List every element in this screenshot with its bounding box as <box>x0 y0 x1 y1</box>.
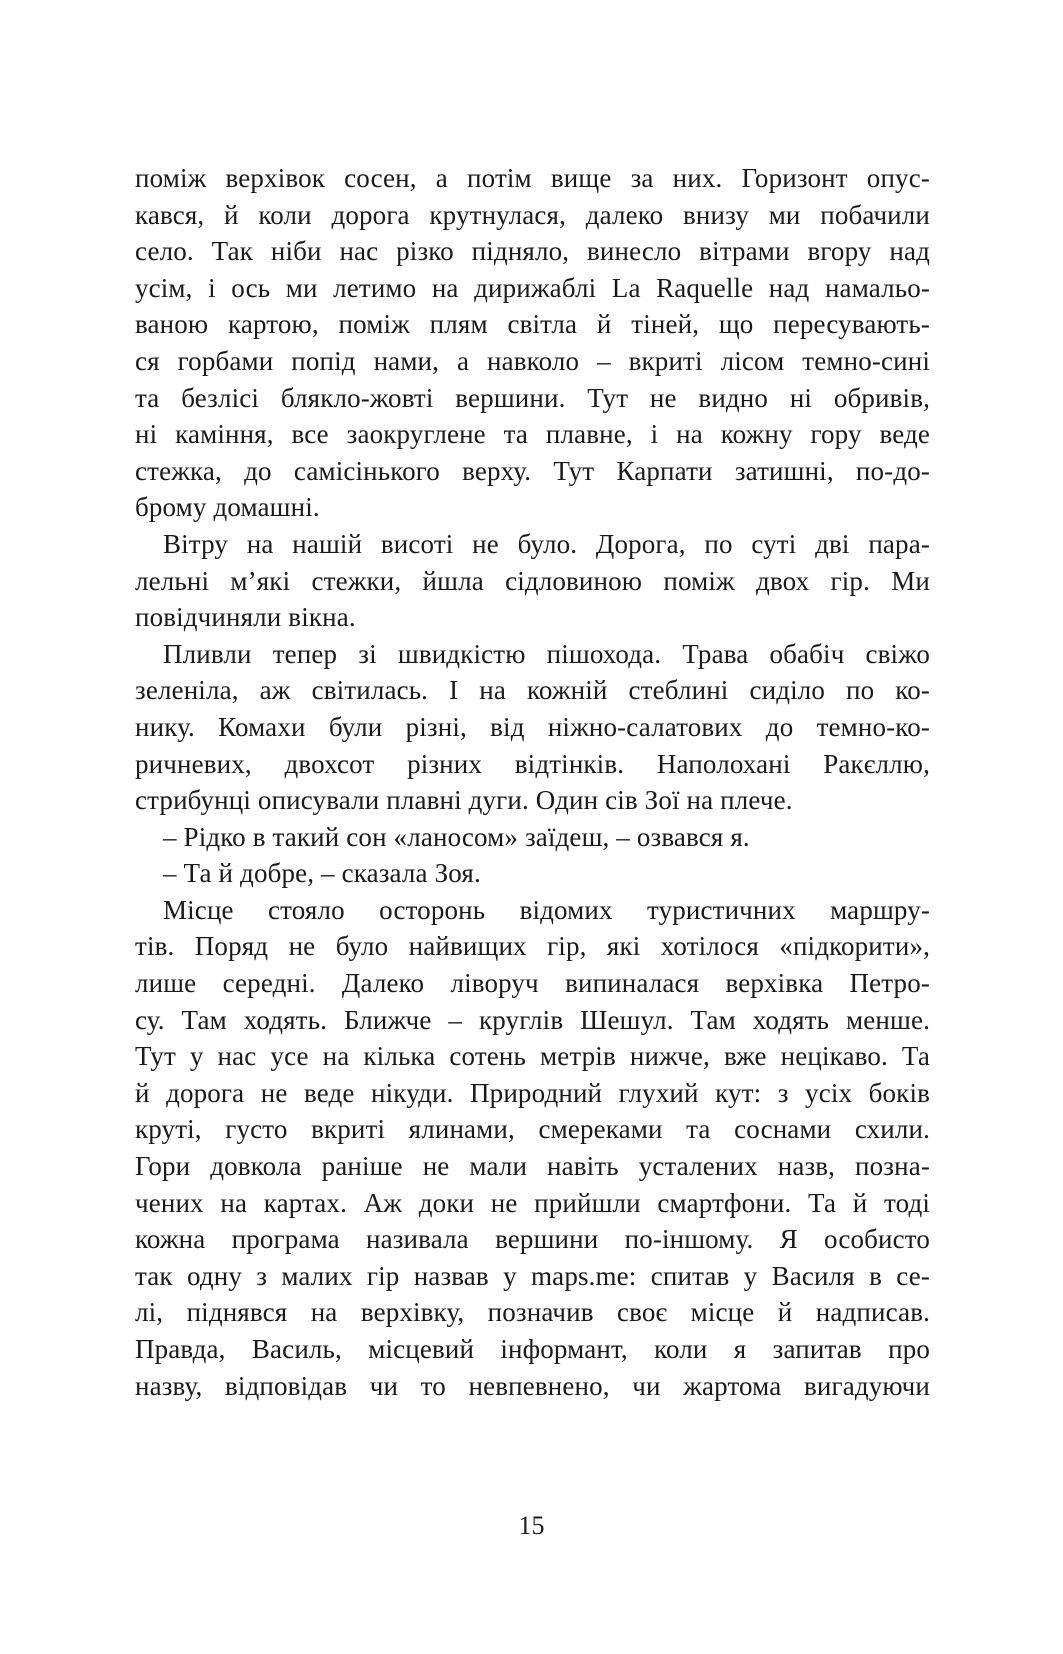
text-line: Гори довкола раніше не мали навіть усталених назв, позна- <box>135 1151 930 1182</box>
text-line: стежка, до самісінького верху. Тут Карпати затишні, по-до- <box>135 455 930 486</box>
text-line: тів. Поряд не було найвищих гір, які хотілося «підкорити», <box>135 931 930 962</box>
text-line: Вітру на нашій висоті не було. Дорога, по суті дві пара- <box>163 528 930 559</box>
text-line: нику. Комахи були різні, від ніжно-салатових до темно-ко- <box>135 711 930 742</box>
text-line: ричневих, двохсот різних відтінків. Наполохані Ракєллю, <box>135 748 930 779</box>
text-line: чених на картах. Аж доки не прийшли смартфони. Та й тоді <box>135 1187 930 1218</box>
text-line: Правда, Василь, місцевий інформант, коли я запитав про <box>135 1334 930 1364</box>
text-line: лі, піднявся на верхівку, позначив своє місце й надписав. <box>135 1297 930 1328</box>
text-line: ваною картою, поміж плям світла й тіней, що пересувають- <box>135 309 930 340</box>
page-body-text <box>135 160 930 1404</box>
text-line: Тут у нас усе на кілька сотень метрів нижче, вже нецікаво. Та <box>135 1041 930 1072</box>
text-line: стрибунці описували плавні дуги. Один сів Зої на плече. <box>135 785 793 816</box>
text-line: брому домашні. <box>135 492 320 523</box>
text-line: та безлісі блякло-жовті вершини. Тут не видно ні обривів, <box>135 382 930 413</box>
text-line: – Рідко в такий сон «ланосом» заїдеш, – озвався я. <box>163 821 750 852</box>
text-line: кався, й коли дорога крутнулася, далеко внизу ми побачили <box>135 199 930 230</box>
text-line: зеленіла, аж світилась. І на кожній стеблині сиділо по ко- <box>135 675 930 706</box>
text-line: повідчиняли вікна. <box>135 602 356 633</box>
text-line: лельні м’які стежки, йшла сідловиною поміж двох гір. Ми <box>135 565 930 596</box>
text-line: – Та й добре, – сказала Зоя. <box>163 858 481 889</box>
text-line: й дорога не веде нікуди. Природний глухий кут: з усіх боків <box>135 1077 930 1108</box>
text-line: поміж верхівок сосен, а потім вище за них. Горизонт опус- <box>135 163 930 193</box>
text-line: Місце стояло осторонь відомих туристичних маршру- <box>163 894 930 925</box>
text-line: Пливли тепер зі швидкістю пішохода. Трава обабіч свіжо <box>163 638 930 669</box>
text-line: су. Там ходять. Ближче – круглів Шешул. Там ходять менше. <box>135 1004 930 1035</box>
page-number: 15 <box>518 1511 545 1540</box>
text-line: круті, густо вкриті ялинами, смереками та соснами схили. <box>135 1114 930 1145</box>
text-line: село. Так ніби нас різко підняло, винесло вітрами вгору над <box>135 236 930 267</box>
text-line: так одну з малих гір назвав у maps.me: спитав у Василя в се- <box>135 1260 930 1291</box>
text-line: кожна програма називала вершини по-іншому. Я особисто <box>135 1224 930 1255</box>
text-line: ся горбами попід нами, а навколо – вкриті лісом темно-сині <box>135 345 930 376</box>
text-line: лише середні. Далеко ліворуч випиналася верхівка Петро- <box>135 968 930 999</box>
text-line: назву, відповідав чи то невпевнено, чи жартома вигадуючи <box>135 1370 930 1401</box>
text-line: ні каміння, все заокруглене та плавне, і на кожну гору веде <box>135 419 930 450</box>
text-line: усім, і ось ми летимо на дирижаблі La Raquelle над намальо- <box>135 272 930 303</box>
